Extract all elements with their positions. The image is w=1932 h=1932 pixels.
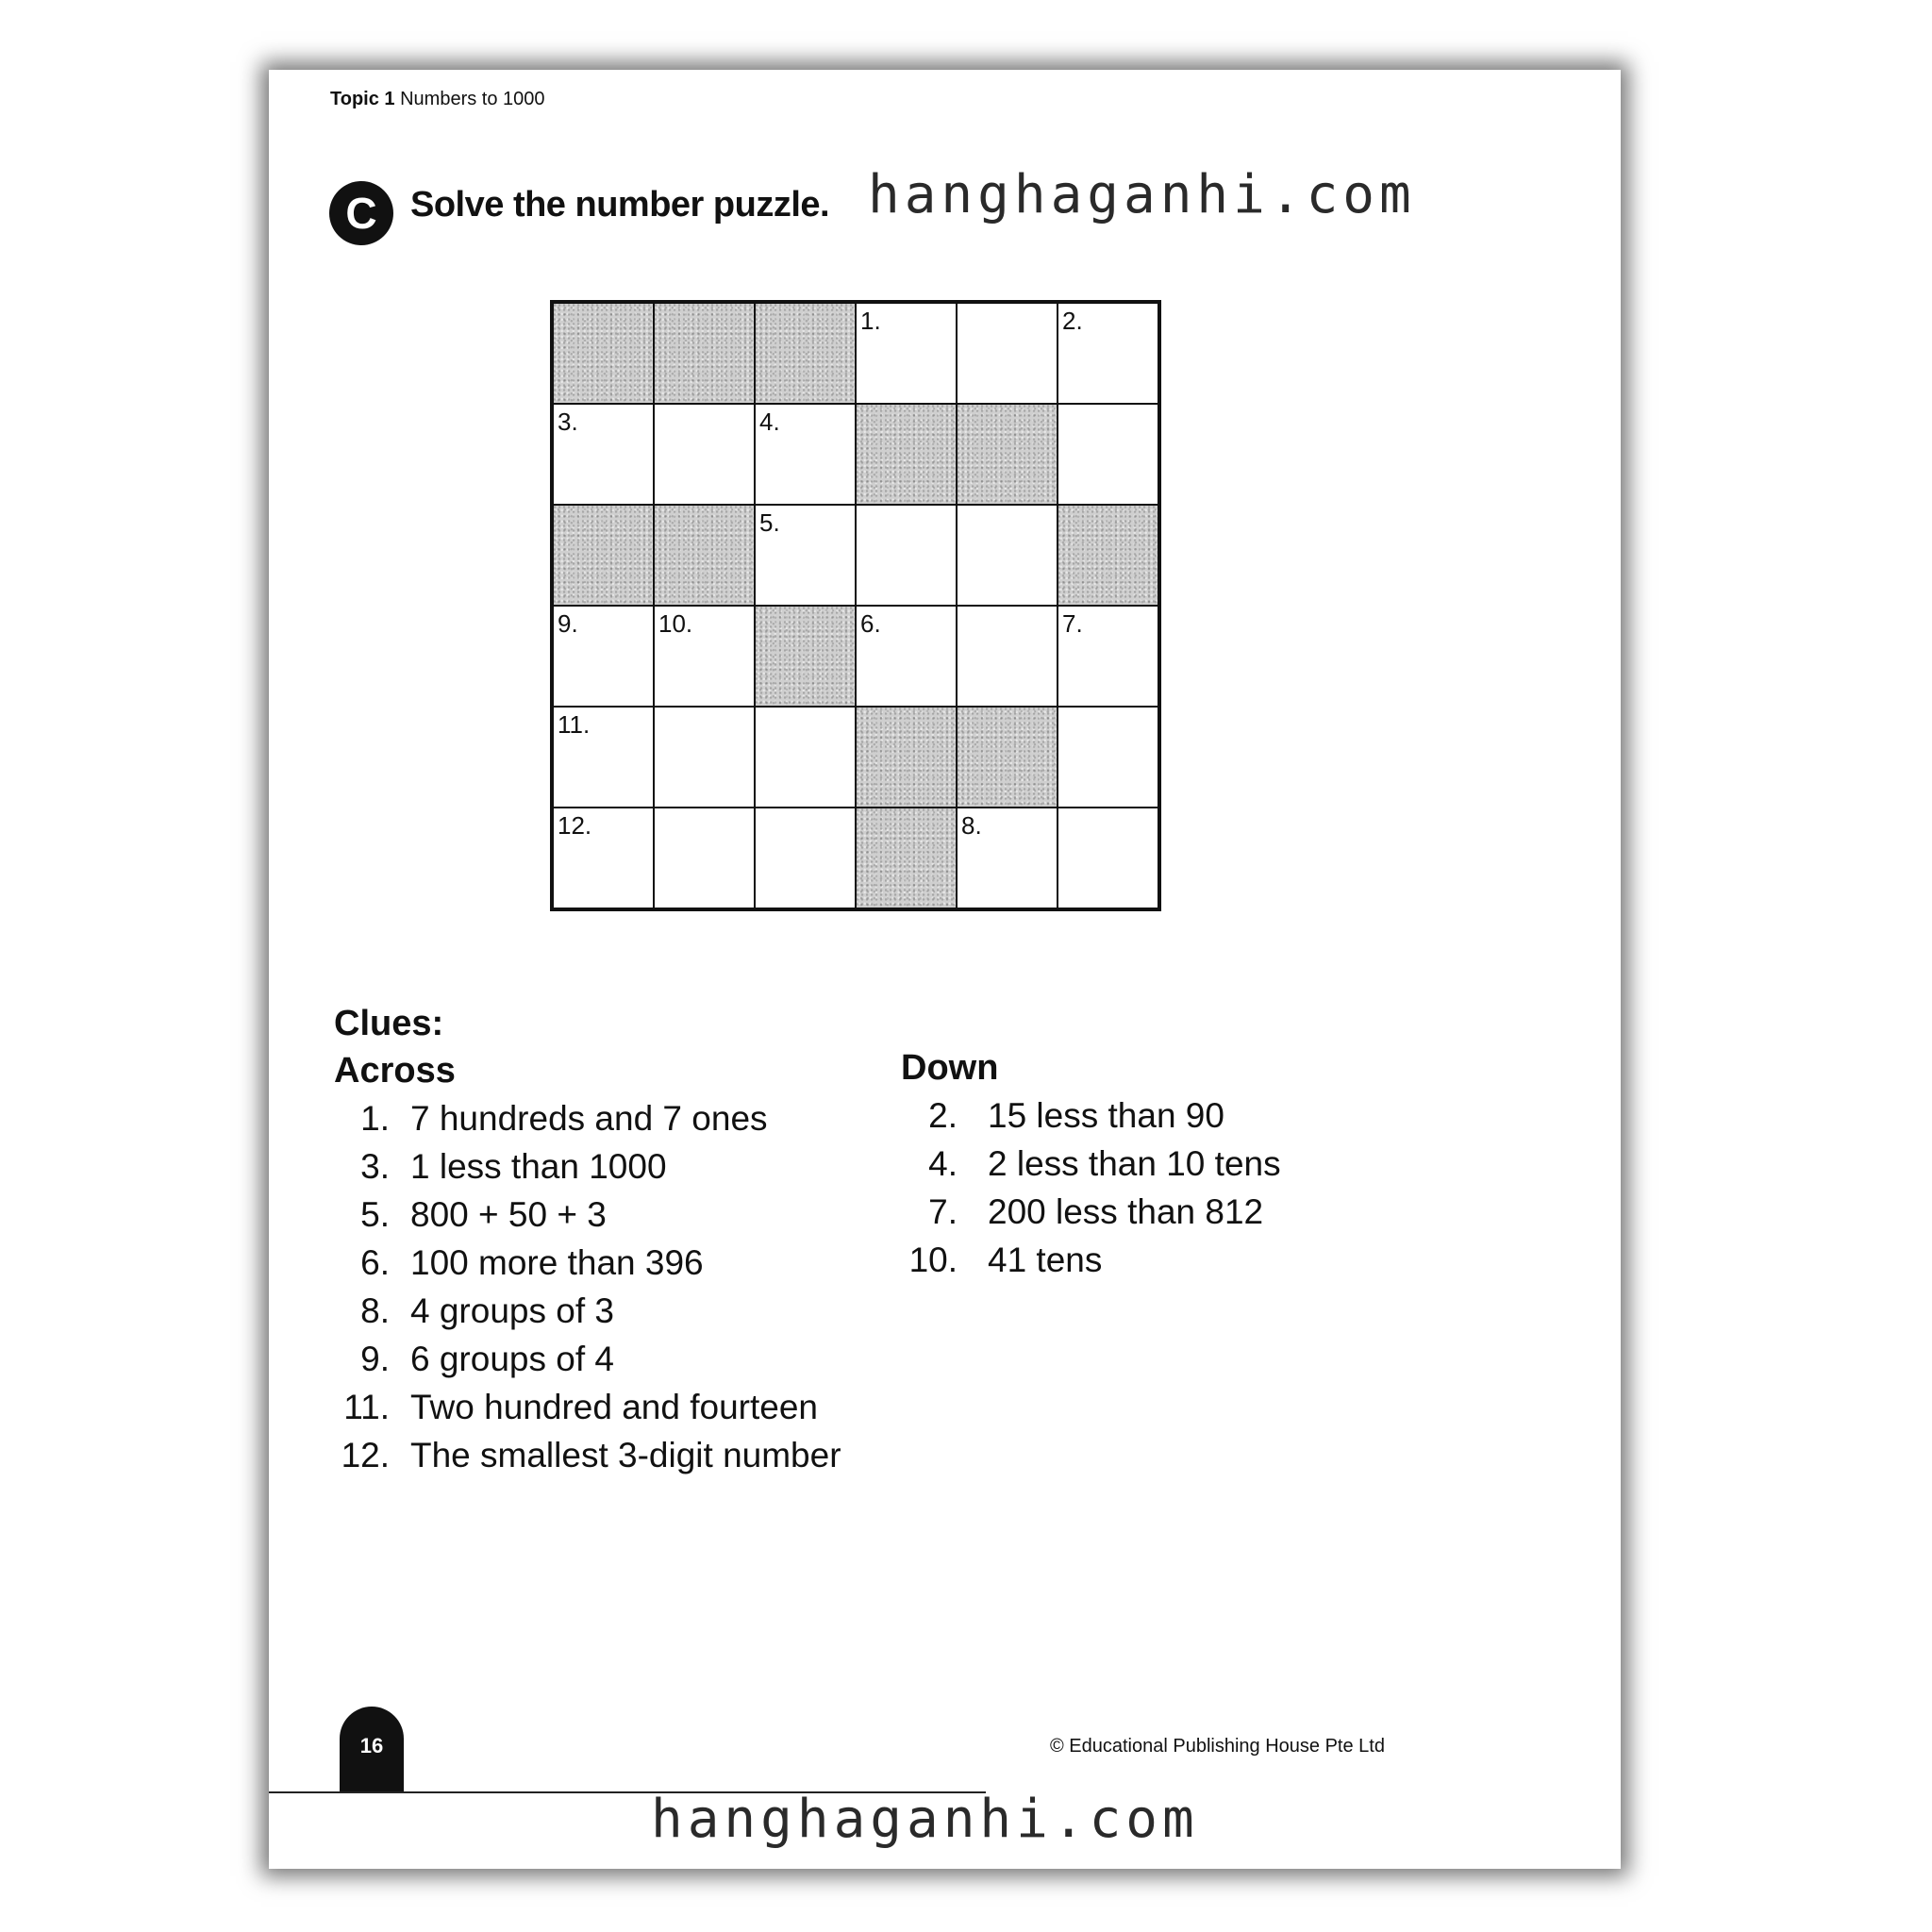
clue-text: 41 tens xyxy=(988,1241,1103,1279)
shaded-cell xyxy=(755,606,856,707)
down-clue xyxy=(901,1140,1281,1188)
page-number: 16 xyxy=(340,1707,404,1793)
cell-number: 1. xyxy=(860,307,881,335)
clue-number: 12. xyxy=(341,1436,390,1474)
down-clue xyxy=(901,1091,1281,1140)
puzzle-cell[interactable] xyxy=(856,303,957,404)
cell-number: 12. xyxy=(558,811,592,840)
shaded-cell xyxy=(654,303,755,404)
puzzle-cell[interactable] xyxy=(856,505,957,606)
puzzle-cell[interactable] xyxy=(755,505,856,606)
cell-number: 3. xyxy=(558,408,578,436)
shaded-cell xyxy=(957,707,1058,808)
across-clue xyxy=(335,1142,841,1191)
shaded-cell xyxy=(1058,505,1158,606)
puzzle-cell[interactable] xyxy=(553,707,654,808)
topic-label: Topic 1 xyxy=(330,89,395,109)
down-clue-list xyxy=(901,1091,1281,1284)
puzzle-cell[interactable] xyxy=(654,606,755,707)
watermark-bottom: hanghaganhi.com xyxy=(651,1789,1199,1850)
clue-text: 100 more than 396 xyxy=(410,1243,704,1282)
across-clue xyxy=(335,1094,841,1142)
across-clue xyxy=(335,1239,841,1287)
down-heading: Down xyxy=(901,1048,999,1088)
clue-number: 1. xyxy=(360,1099,390,1138)
number-puzzle-grid xyxy=(550,300,1161,911)
puzzle-cell[interactable] xyxy=(1058,404,1158,505)
clue-number: 8. xyxy=(360,1291,390,1330)
across-clue xyxy=(335,1383,841,1431)
worksheet-page xyxy=(269,70,1621,1869)
clue-text: Two hundred and fourteen xyxy=(410,1388,818,1426)
clue-number: 2. xyxy=(928,1096,958,1135)
down-clue xyxy=(901,1236,1281,1284)
cell-number: 9. xyxy=(558,609,578,638)
puzzle-cell[interactable] xyxy=(654,404,755,505)
puzzle-cell[interactable] xyxy=(654,808,755,908)
topic-title: Numbers to 1000 xyxy=(400,89,545,109)
puzzle-cell[interactable] xyxy=(755,707,856,808)
clue-number: 11. xyxy=(343,1388,390,1426)
cell-number: 6. xyxy=(860,609,881,638)
cell-number: 4. xyxy=(759,408,780,436)
puzzle-cell[interactable] xyxy=(1058,606,1158,707)
topic-header xyxy=(330,89,545,110)
puzzle-cell[interactable] xyxy=(957,303,1058,404)
shaded-cell xyxy=(553,505,654,606)
clue-text: 800 + 50 + 3 xyxy=(410,1195,607,1234)
clue-text: 6 groups of 4 xyxy=(410,1340,614,1378)
puzzle-cell[interactable] xyxy=(553,808,654,908)
clue-number: 5. xyxy=(360,1195,390,1234)
clue-number: 10. xyxy=(908,1241,958,1279)
across-heading: Across xyxy=(334,1051,456,1091)
clue-text: 200 less than 812 xyxy=(988,1192,1264,1231)
puzzle-cell[interactable] xyxy=(553,606,654,707)
cell-number: 7. xyxy=(1062,609,1083,638)
puzzle-cell[interactable] xyxy=(1058,707,1158,808)
across-clue xyxy=(335,1287,841,1335)
across-clue xyxy=(335,1335,841,1383)
clue-number: 7. xyxy=(928,1192,958,1231)
clues-heading: Clues: xyxy=(334,1004,444,1043)
puzzle-cell[interactable] xyxy=(755,404,856,505)
puzzle-cell[interactable] xyxy=(957,606,1058,707)
section-badge: C xyxy=(329,181,393,245)
puzzle-cell[interactable] xyxy=(1058,303,1158,404)
puzzle-cell[interactable] xyxy=(957,505,1058,606)
shaded-cell xyxy=(856,707,957,808)
clue-number: 3. xyxy=(360,1147,390,1186)
down-clue xyxy=(901,1188,1281,1236)
cell-number: 5. xyxy=(759,508,780,537)
puzzle-cell[interactable] xyxy=(957,808,1058,908)
clue-number: 4. xyxy=(928,1144,958,1183)
clue-number: 6. xyxy=(360,1243,390,1282)
clue-text: The smallest 3-digit number xyxy=(410,1436,841,1474)
shaded-cell xyxy=(856,808,957,908)
clue-text: 7 hundreds and 7 ones xyxy=(410,1099,768,1138)
shaded-cell xyxy=(856,404,957,505)
puzzle-cell[interactable] xyxy=(1058,808,1158,908)
clue-text: 15 less than 90 xyxy=(988,1096,1224,1135)
cell-number: 11. xyxy=(558,710,591,739)
puzzle-cell[interactable] xyxy=(755,808,856,908)
puzzle-cell[interactable] xyxy=(856,606,957,707)
copyright-text: © Educational Publishing House Pte Ltd xyxy=(1050,1736,1385,1757)
cell-number: 8. xyxy=(961,811,982,840)
instruction-text: Solve the number puzzle. xyxy=(410,185,830,225)
clue-text: 2 less than 10 tens xyxy=(988,1144,1281,1183)
shaded-cell xyxy=(957,404,1058,505)
shaded-cell xyxy=(553,303,654,404)
cell-number: 10. xyxy=(658,609,693,638)
clue-number: 9. xyxy=(360,1340,390,1378)
cell-number: 2. xyxy=(1062,307,1083,335)
puzzle-cell[interactable] xyxy=(553,404,654,505)
shaded-cell xyxy=(755,303,856,404)
across-clue xyxy=(335,1191,841,1239)
across-clue xyxy=(335,1431,841,1479)
clue-text: 4 groups of 3 xyxy=(410,1291,614,1330)
watermark-top: hanghaganhi.com xyxy=(868,164,1416,225)
across-clue-list xyxy=(335,1094,841,1479)
clue-text: 1 less than 1000 xyxy=(410,1147,667,1186)
shaded-cell xyxy=(654,505,755,606)
puzzle-cell[interactable] xyxy=(654,707,755,808)
